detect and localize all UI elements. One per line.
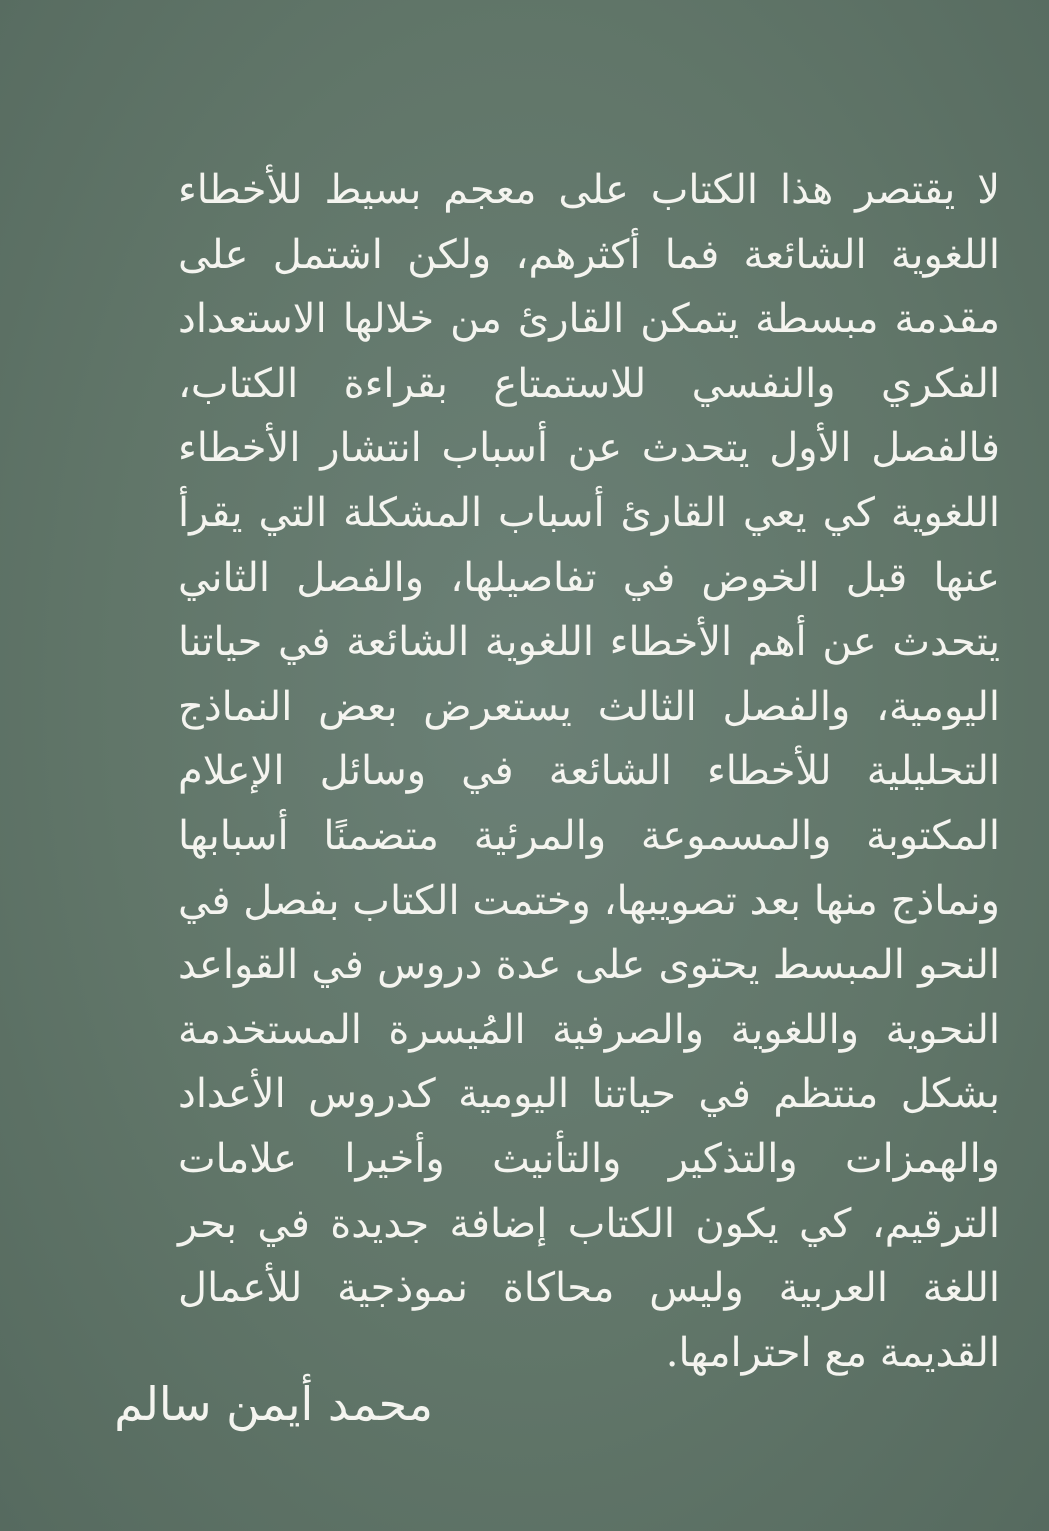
back-cover-description: لا يقتصر هذا الكتاب على معجم بسيط للأخطاء اللغوية الشائعة فما أكثرهم، ولكن اشتمل على مقدمة مبسطة يتمكن القارئ من خلالها الاستعداد الفكري والنفسي للاستمتاع بقراءة الكتاب، فالفصل الأول يتحدث عن أسباب انتشار الأخطاء اللغوية كي يعي القارئ أسباب المشكلة التي يقرأ عنها قبل الخوض في تفاصيلها، والفصل الثاني يتحدث عن أهم الأخطاء اللغوية الشائعة في حياتنا اليومية، والفصل الثالث يستعرض بعض النماذج التحليلية للأخطاء الشائعة في وسائل الإعلام المكتوبة والمسموعة والمرئية متضمنًا أسبابها ونماذج منها بعد تصويبها، وختمت الكتاب بفصل في النحو المبسط يحتوى على عدة دروس في القواعد النحوية واللغوية والصرفية المُيسرة المستخدمة بشكل منتظم في حياتنا اليومية كدروس الأعداد والهمزات والتذكير والتأنيث وأخيرا علامات الترقيم، كي يكون الكتاب إضافة جديدة في بحر اللغة العربية وليس محاكاة نموذجية للأعمال القديمة مع احترامها.	[178, 167, 1000, 1376]
author-name: محمد أيمن سالم	[114, 1377, 433, 1431]
